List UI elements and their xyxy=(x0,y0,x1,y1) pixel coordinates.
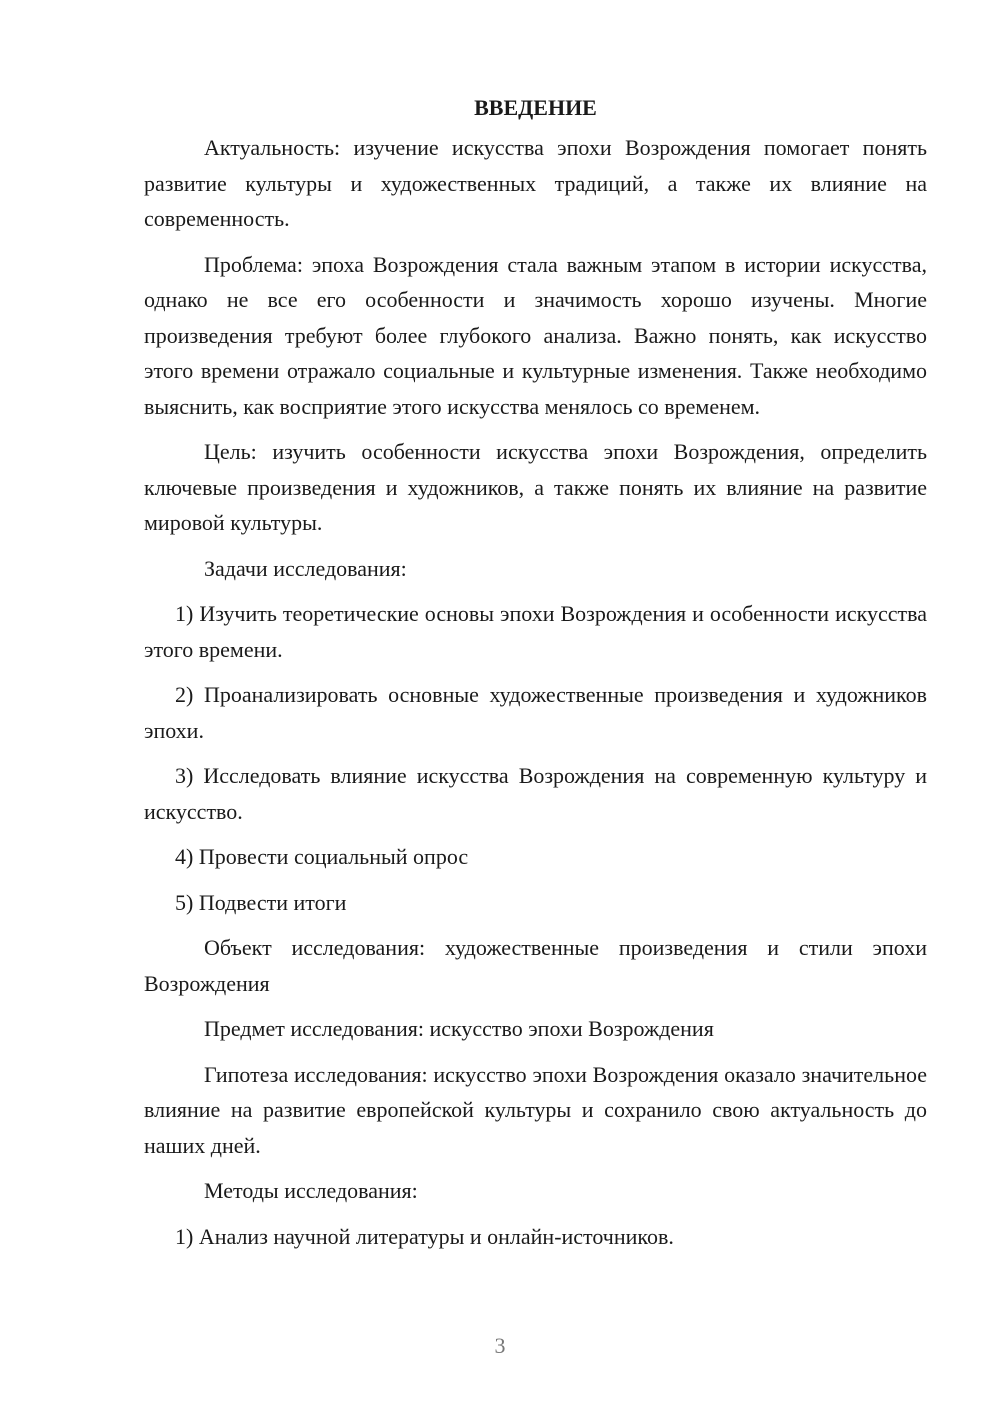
list-item-task-3: 3) Исследовать влияние искусства Возрождения на современную культуру и искусство. xyxy=(144,763,927,824)
document-page xyxy=(144,90,927,1264)
paragraph-methods-heading: Методы исследования: xyxy=(204,1178,418,1203)
list-item-task-4: 4) Провести социальный опрос xyxy=(175,844,469,869)
page-number: 3 xyxy=(494,1333,506,1358)
paragraph-relevance: Актуальность: изучение искусства эпохи Возрождения помогает понять развитие культуры и художественных традиций, а также их влияние на современность. xyxy=(144,135,927,231)
list-item-task-2: 2) Проанализировать основные художественные произведения и художников эпохи. xyxy=(144,682,927,743)
list-item-method-1: 1) Анализ научной литературы и онлайн-источников. xyxy=(175,1223,674,1249)
paragraph-problem: Проблема: эпоха Возрождения стала важным этапом в истории искусства, однако не все его особенности и значимость хорошо изучены. Многие произведения требуют более глубокого анализа. Важно понять, как искусство этого времени отражало социальные и культурные изменения. Также необходимо выяснить, как восприятие этого искусства менялось со временем. xyxy=(144,251,927,419)
list-item-task-5: 5) Подвести итоги xyxy=(175,889,347,915)
paragraph-subject: Предмет исследования: искусство эпохи Возрождения xyxy=(204,1016,714,1041)
paragraph-goal: Цель: изучить особенности искусства эпохи Возрождения, определить ключевые произведения и художников, а также понять их влияние на развитие мировой культуры. xyxy=(144,439,927,535)
paragraph-object: Объект исследования: художественные произведения и стили эпохи Возрождения xyxy=(144,935,927,996)
page-title: ВВЕДЕНИЕ xyxy=(474,95,597,120)
paragraph-tasks-heading: Задачи исследования: xyxy=(204,555,407,581)
list-item-task-1: 1) Изучить теоретические основы эпохи Возрождения и особенности искусства этого времени. xyxy=(144,601,927,662)
paragraph-hypothesis: Гипотеза исследования: искусство эпохи Возрождения оказало значительное влияние на развитие европейской культуры и сохранило свою актуальность до наших дней. xyxy=(144,1061,927,1158)
